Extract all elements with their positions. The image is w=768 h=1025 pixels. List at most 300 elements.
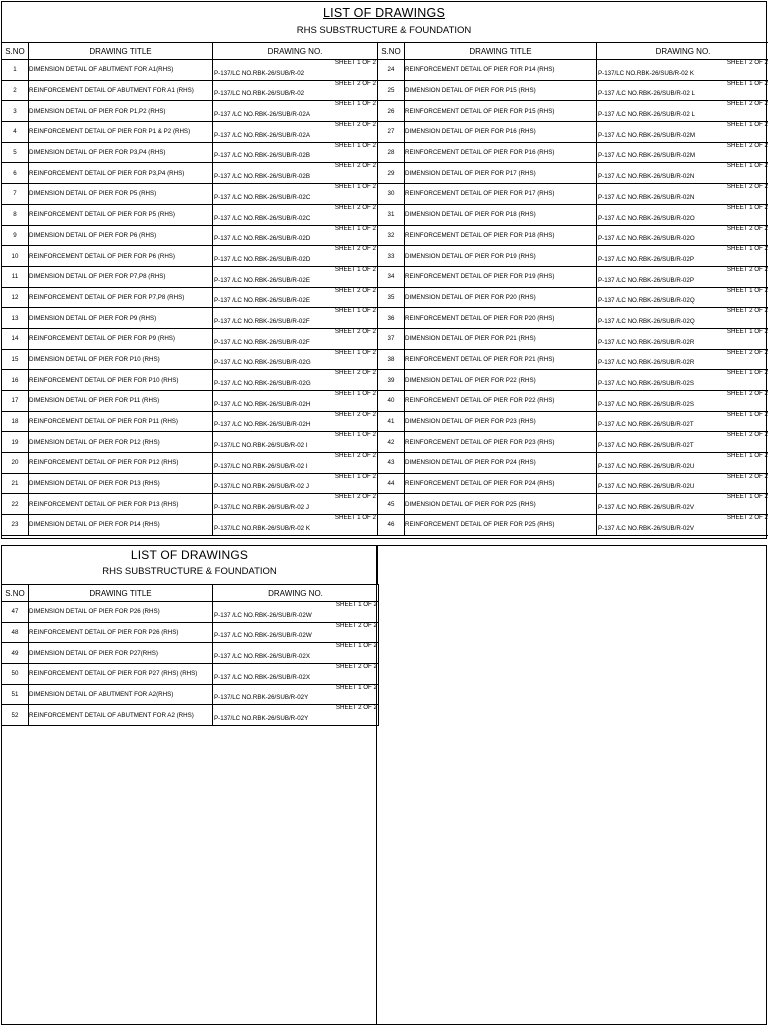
cell-drawing-number bbox=[213, 370, 378, 391]
cell-sno: 39 bbox=[378, 370, 405, 391]
sheet-tag: SHEET 2 OF 2 bbox=[335, 287, 376, 294]
cell-sno: 18 bbox=[2, 411, 29, 432]
cell-drawing-number bbox=[597, 515, 768, 536]
sheet-tag: SHEET 1 OF 2 bbox=[335, 225, 376, 232]
cell-sno: 24 bbox=[378, 60, 405, 81]
table-row bbox=[2, 643, 379, 664]
title-block bbox=[1, 545, 378, 585]
drawing-number: P-137 /LC NO.RBK-26/SUB/R-02O bbox=[598, 235, 695, 242]
cell-sno: 28 bbox=[378, 142, 405, 163]
cell-sno: 17 bbox=[2, 391, 29, 412]
sheet-tag: SHEET 1 OF 2 bbox=[335, 432, 376, 439]
cell-sno: 43 bbox=[378, 453, 405, 474]
drawing-number: P-137 /LC NO.RBK-26/SUB/R-02H bbox=[214, 401, 310, 408]
sheet-tag: SHEET 2 OF 2 bbox=[727, 349, 768, 356]
drawing-number: P-137 /LC NO.RBK-26/SUB/R-02G bbox=[214, 359, 311, 366]
cell-sno: 11 bbox=[2, 266, 29, 287]
sheet-tag: SHEET 1 OF 2 bbox=[727, 287, 768, 294]
sheet-tag: SHEET 2 OF 2 bbox=[727, 391, 768, 398]
table-row bbox=[2, 664, 379, 685]
drawing-number: P-137 /LC NO.RBK-26/SUB/R-02X bbox=[214, 674, 310, 681]
cell-drawing-title: REINFORCEMENT DETAIL OF PIER FOR P13 (RHS) bbox=[29, 494, 213, 515]
cell-sno: 6 bbox=[2, 163, 29, 184]
cell-drawing-number bbox=[213, 411, 378, 432]
cell-drawing-number bbox=[597, 411, 768, 432]
sheet-tag: SHEET 2 OF 2 bbox=[335, 80, 376, 87]
cell-sno: 14 bbox=[2, 328, 29, 349]
drawing-number: P-137 /LC NO.RBK-26/SUB/R-02 L bbox=[598, 90, 695, 97]
cell-drawing-number bbox=[213, 349, 378, 370]
cell-sno: 22 bbox=[2, 494, 29, 515]
drawing-number: P-137 /LC NO.RBK-26/SUB/R-02E bbox=[214, 297, 310, 304]
drawing-number: P-137 /LC NO.RBK-26/SUB/R-02W bbox=[214, 612, 312, 619]
cell-drawing-number bbox=[213, 60, 378, 81]
drawing-number: P-137 /LC NO.RBK-26/SUB/R-02X bbox=[214, 653, 310, 660]
cell-drawing-title: DIMENSION DETAIL OF PIER FOR P3,P4 (RHS) bbox=[29, 142, 213, 163]
cell-drawing-number bbox=[597, 163, 768, 184]
sheet-tag: SHEET 2 OF 2 bbox=[335, 163, 376, 170]
drawing-number: P-137 /LC NO.RBK-26/SUB/R-02P bbox=[598, 277, 694, 284]
cell-drawing-title: DIMENSION DETAIL OF PIER FOR P25 (RHS) bbox=[405, 494, 597, 515]
cell-drawing-number bbox=[597, 349, 768, 370]
drawing-number: P-137 /LC NO.RBK-26/SUB/R-02G bbox=[214, 380, 311, 387]
table-row bbox=[2, 266, 768, 287]
cell-drawing-number bbox=[213, 684, 379, 705]
cell-drawing-title: DIMENSION DETAIL OF PIER FOR P15 (RHS) bbox=[405, 80, 597, 101]
cell-drawing-title: REINFORCEMENT DETAIL OF ABUTMENT FOR A1 (RHS) bbox=[29, 80, 213, 101]
col-header-sno: S.NO bbox=[2, 585, 29, 602]
cell-drawing-title: DIMENSION DETAIL OF PIER FOR P10 (RHS) bbox=[29, 349, 213, 370]
cell-drawing-title: DIMENSION DETAIL OF PIER FOR P14 (RHS) bbox=[29, 515, 213, 536]
cell-drawing-title: DIMENSION DETAIL OF PIER FOR P11 (RHS) bbox=[29, 391, 213, 412]
cell-drawing-title: DIMENSION DETAIL OF PIER FOR P17 (RHS) bbox=[405, 163, 597, 184]
table-row bbox=[2, 515, 768, 536]
table-row bbox=[2, 349, 768, 370]
drawing-table-main bbox=[1, 42, 768, 536]
cell-sno: 29 bbox=[378, 163, 405, 184]
table-row bbox=[2, 122, 768, 143]
cell-drawing-title: DIMENSION DETAIL OF PIER FOR P26 (RHS) bbox=[29, 602, 213, 623]
cell-sno: 7 bbox=[2, 184, 29, 205]
page-title: LIST OF DRAWINGS bbox=[131, 548, 248, 562]
cell-drawing-number bbox=[597, 266, 768, 287]
cell-drawing-title: REINFORCEMENT DETAIL OF PIER FOR P16 (RHS) bbox=[405, 142, 597, 163]
cell-drawing-title: DIMENSION DETAIL OF PIER FOR P21 (RHS) bbox=[405, 328, 597, 349]
cell-drawing-title: REINFORCEMENT DETAIL OF PIER FOR P7,P8 (RHS) bbox=[29, 287, 213, 308]
sheet-tag: SHEET 2 OF 2 bbox=[335, 453, 376, 460]
table-row bbox=[2, 60, 768, 81]
cell-drawing-number bbox=[213, 308, 378, 329]
cell-sno: 33 bbox=[378, 246, 405, 267]
drawing-number: P-137 /LC NO.RBK-26/SUB/R-02N bbox=[598, 173, 694, 180]
cell-drawing-title: DIMENSION DETAIL OF PIER FOR P1,P2 (RHS) bbox=[29, 101, 213, 122]
col-header-number: DRAWING NO. bbox=[213, 585, 379, 602]
table-row bbox=[2, 184, 768, 205]
cell-drawing-number bbox=[213, 184, 378, 205]
cell-drawing-title: REINFORCEMENT DETAIL OF PIER FOR P15 (RHS) bbox=[405, 101, 597, 122]
sheet-tag: SHEET 2 OF 2 bbox=[335, 411, 376, 418]
cell-sno: 45 bbox=[378, 494, 405, 515]
sheet-tag: SHEET 2 OF 2 bbox=[336, 705, 377, 712]
sheet-tag: SHEET 1 OF 2 bbox=[335, 266, 376, 273]
drawing-number: P-137 /LC NO.RBK-26/SUB/R-02T bbox=[598, 442, 694, 449]
cell-drawing-title: REINFORCEMENT DETAIL OF PIER FOR P1 & P2 (RHS) bbox=[29, 122, 213, 143]
cell-drawing-number bbox=[597, 60, 768, 81]
cell-sno: 48 bbox=[2, 622, 29, 643]
sheet-tag: SHEET 2 OF 2 bbox=[727, 184, 768, 191]
cell-drawing-title: DIMENSION DETAIL OF PIER FOR P6 (RHS) bbox=[29, 225, 213, 246]
cell-drawing-title: DIMENSION DETAIL OF PIER FOR P5 (RHS) bbox=[29, 184, 213, 205]
sheet-tag: SHEET 1 OF 2 bbox=[335, 349, 376, 356]
cell-drawing-title: DIMENSION DETAIL OF PIER FOR P16 (RHS) bbox=[405, 122, 597, 143]
cell-drawing-title: REINFORCEMENT DETAIL OF PIER FOR P9 (RHS) bbox=[29, 328, 213, 349]
sheet-tag: SHEET 1 OF 2 bbox=[727, 204, 768, 211]
cell-drawing-title: DIMENSION DETAIL OF PIER FOR P23 (RHS) bbox=[405, 411, 597, 432]
cell-drawing-title: REINFORCEMENT DETAIL OF PIER FOR P21 (RHS) bbox=[405, 349, 597, 370]
cell-drawing-title: REINFORCEMENT DETAIL OF PIER FOR P22 (RHS) bbox=[405, 391, 597, 412]
cell-drawing-number bbox=[597, 370, 768, 391]
drawing-number: P-137 /LC NO.RBK-26/SUB/R-02C bbox=[214, 215, 310, 222]
cell-drawing-title: REINFORCEMENT DETAIL OF PIER FOR P5 (RHS) bbox=[29, 204, 213, 225]
drawing-number: P-137 /LC NO.RBK-26/SUB/R-02S bbox=[598, 380, 694, 387]
cell-drawing-title: DIMENSION DETAIL OF PIER FOR P18 (RHS) bbox=[405, 204, 597, 225]
cell-drawing-number bbox=[213, 246, 378, 267]
table-row bbox=[2, 432, 768, 453]
drawing-number: P-137 /LC NO.RBK-26/SUB/R-02A bbox=[214, 111, 310, 118]
sheet-tag: SHEET 1 OF 2 bbox=[335, 515, 376, 522]
table-row bbox=[2, 622, 379, 643]
sheet-tag: SHEET 2 OF 2 bbox=[727, 308, 768, 315]
drawing-number: P-137 /LC NO.RBK-26/SUB/R-02F bbox=[214, 318, 310, 325]
sheet-tag: SHEET 2 OF 2 bbox=[335, 328, 376, 335]
drawing-number: P-137 /LC NO.RBK-26/SUB/R-02B bbox=[214, 173, 310, 180]
sheet-tag: SHEET 1 OF 2 bbox=[336, 643, 377, 650]
cell-drawing-number bbox=[213, 122, 378, 143]
cell-drawing-number bbox=[213, 643, 379, 664]
drawing-number: P-137/LC NO.RBK-26/SUB/R-02Y bbox=[214, 694, 308, 701]
cell-drawing-title: DIMENSION DETAIL OF PIER FOR P24 (RHS) bbox=[405, 453, 597, 474]
drawing-number: P-137 /LC NO.RBK-26/SUB/R-02F bbox=[214, 339, 310, 346]
cell-sno: 40 bbox=[378, 391, 405, 412]
drawing-number: P-137 /LC NO.RBK-26/SUB/R-02E bbox=[214, 277, 310, 284]
drawing-number: P-137 /LC NO.RBK-26/SUB/R-02D bbox=[214, 256, 310, 263]
cell-drawing-number bbox=[213, 142, 378, 163]
cell-sno: 20 bbox=[2, 453, 29, 474]
cell-drawing-number bbox=[597, 287, 768, 308]
cell-sno: 51 bbox=[2, 684, 29, 705]
table-row bbox=[2, 705, 379, 726]
cell-drawing-number bbox=[597, 101, 768, 122]
drawing-number: P-137 /LC NO.RBK-26/SUB/R-02R bbox=[598, 339, 694, 346]
table-row bbox=[2, 163, 768, 184]
drawing-number: P-137 /LC NO.RBK-26/SUB/R-02Q bbox=[598, 318, 695, 325]
cell-sno: 37 bbox=[378, 328, 405, 349]
cell-sno: 49 bbox=[2, 643, 29, 664]
cell-sno: 10 bbox=[2, 246, 29, 267]
cell-drawing-number bbox=[597, 473, 768, 494]
cell-sno: 42 bbox=[378, 432, 405, 453]
cell-drawing-title: REINFORCEMENT DETAIL OF PIER FOR P20 (RHS) bbox=[405, 308, 597, 329]
cell-drawing-title: DIMENSION DETAIL OF ABUTMENT FOR A1(RHS) bbox=[29, 60, 213, 81]
sheet-tag: SHEET 1 OF 2 bbox=[727, 453, 768, 460]
cell-drawing-title: REINFORCEMENT DETAIL OF PIER FOR P10 (RHS) bbox=[29, 370, 213, 391]
cell-sno: 26 bbox=[378, 101, 405, 122]
cell-drawing-number bbox=[213, 163, 378, 184]
drawing-number: P-137 /LC NO.RBK-26/SUB/R-02O bbox=[598, 215, 695, 222]
drawing-list-sheet-1 bbox=[1, 1, 767, 539]
sheet-tag: SHEET 1 OF 2 bbox=[727, 122, 768, 129]
cell-drawing-title: REINFORCEMENT DETAIL OF PIER FOR P27 (RHS) (RHS) bbox=[29, 664, 213, 685]
table-row bbox=[2, 142, 768, 163]
col-header-number: DRAWING NO. bbox=[597, 43, 768, 60]
drawing-number: P-137 /LC NO.RBK-26/SUB/R-02M bbox=[598, 132, 695, 139]
drawing-number: P-137 /LC NO.RBK-26/SUB/R-02R bbox=[598, 359, 694, 366]
drawing-table-continued bbox=[1, 584, 379, 726]
sheet-tag: SHEET 1 OF 2 bbox=[727, 163, 768, 170]
cell-sno: 13 bbox=[2, 308, 29, 329]
cell-drawing-number bbox=[597, 328, 768, 349]
table-row bbox=[2, 473, 768, 494]
cell-drawing-title: DIMENSION DETAIL OF PIER FOR P7,P8 (RHS) bbox=[29, 266, 213, 287]
sheet-tag: SHEET 2 OF 2 bbox=[727, 101, 768, 108]
cell-drawing-title: REINFORCEMENT DETAIL OF PIER FOR P19 (RHS) bbox=[405, 266, 597, 287]
cell-drawing-number bbox=[213, 473, 378, 494]
drawing-number: P-137/LC NO.RBK-26/SUB/R-02 bbox=[214, 70, 304, 77]
table-row bbox=[2, 225, 768, 246]
page-subtitle: RHS SUBSTRUCTURE & FOUNDATION bbox=[2, 566, 377, 577]
sheet-tag: SHEET 1 OF 2 bbox=[727, 80, 768, 87]
cell-sno: 15 bbox=[2, 349, 29, 370]
cell-sno: 44 bbox=[378, 473, 405, 494]
title-block bbox=[2, 2, 766, 43]
cell-drawing-title: REINFORCEMENT DETAIL OF PIER FOR P26 (RHS) bbox=[29, 622, 213, 643]
cell-drawing-number bbox=[213, 266, 378, 287]
drawing-number: P-137 /LC NO.RBK-26/SUB/R-02N bbox=[598, 194, 694, 201]
table-row bbox=[2, 246, 768, 267]
drawing-number: P-137 /LC NO.RBK-26/SUB/R-02A bbox=[214, 132, 310, 139]
drawing-number: P-137/LC NO.RBK-26/SUB/R-02 J bbox=[214, 483, 309, 490]
cell-sno: 4 bbox=[2, 122, 29, 143]
cell-sno: 47 bbox=[2, 602, 29, 623]
cell-sno: 41 bbox=[378, 411, 405, 432]
cell-drawing-title: DIMENSION DETAIL OF PIER FOR P22 (RHS) bbox=[405, 370, 597, 391]
sheet-tag: SHEET 2 OF 2 bbox=[727, 432, 768, 439]
cell-sno: 9 bbox=[2, 225, 29, 246]
sheet-tag: SHEET 2 OF 2 bbox=[335, 246, 376, 253]
cell-sno: 32 bbox=[378, 225, 405, 246]
sheet-tag: SHEET 1 OF 2 bbox=[335, 101, 376, 108]
cell-drawing-number bbox=[597, 391, 768, 412]
col-header-sno: S.NO bbox=[2, 43, 29, 60]
drawing-number: P-137 /LC NO.RBK-26/SUB/R-02B bbox=[214, 152, 310, 159]
sheet-tag: SHEET 2 OF 2 bbox=[727, 60, 768, 67]
sheet-tag: SHEET 2 OF 2 bbox=[727, 142, 768, 149]
drawing-number: P-137 /LC NO.RBK-26/SUB/R-02T bbox=[598, 421, 694, 428]
sheet-tag: SHEET 2 OF 2 bbox=[727, 473, 768, 480]
table-row bbox=[2, 80, 768, 101]
drawing-number: P-137 /LC NO.RBK-26/SUB/R-02V bbox=[598, 504, 694, 511]
col-header-title: DRAWING TITLE bbox=[29, 585, 213, 602]
table-row bbox=[2, 411, 768, 432]
cell-sno: 1 bbox=[2, 60, 29, 81]
cell-sno: 23 bbox=[2, 515, 29, 536]
cell-drawing-number bbox=[213, 664, 379, 685]
cell-drawing-title: DIMENSION DETAIL OF PIER FOR P9 (RHS) bbox=[29, 308, 213, 329]
cell-sno: 35 bbox=[378, 287, 405, 308]
cell-sno: 31 bbox=[378, 204, 405, 225]
drawing-number: P-137/LC NO.RBK-26/SUB/R-02 K bbox=[214, 525, 310, 532]
sheet-tag: SHEET 1 OF 2 bbox=[335, 142, 376, 149]
sheet-tag: SHEET 1 OF 2 bbox=[336, 602, 377, 609]
cell-drawing-number bbox=[213, 391, 378, 412]
cell-drawing-title: DIMENSION DETAIL OF PIER FOR P20 (RHS) bbox=[405, 287, 597, 308]
table-row bbox=[2, 602, 379, 623]
cell-drawing-number bbox=[597, 80, 768, 101]
cell-drawing-title: REINFORCEMENT DETAIL OF PIER FOR P6 (RHS) bbox=[29, 246, 213, 267]
drawing-number: P-137 /LC NO.RBK-26/SUB/R-02V bbox=[598, 525, 694, 532]
sheet-tag: SHEET 2 OF 2 bbox=[727, 266, 768, 273]
cell-drawing-number bbox=[597, 494, 768, 515]
sheet-tag: SHEET 2 OF 2 bbox=[727, 225, 768, 232]
cell-drawing-number bbox=[213, 432, 378, 453]
cell-sno: 36 bbox=[378, 308, 405, 329]
cell-drawing-title: REINFORCEMENT DETAIL OF PIER FOR P25 (RHS) bbox=[405, 515, 597, 536]
cell-drawing-number bbox=[213, 705, 379, 726]
cell-sno: 50 bbox=[2, 664, 29, 685]
drawing-number: P-137 /LC NO.RBK-26/SUB/R-02P bbox=[598, 256, 694, 263]
cell-sno: 27 bbox=[378, 122, 405, 143]
cell-drawing-number bbox=[597, 122, 768, 143]
cell-drawing-number bbox=[213, 101, 378, 122]
table-header-row bbox=[2, 43, 768, 60]
cell-drawing-number bbox=[597, 225, 768, 246]
table-row bbox=[2, 370, 768, 391]
cell-drawing-title: REINFORCEMENT DETAIL OF PIER FOR P18 (RHS) bbox=[405, 225, 597, 246]
cell-drawing-number bbox=[213, 515, 378, 536]
cell-sno: 25 bbox=[378, 80, 405, 101]
cell-sno: 8 bbox=[2, 204, 29, 225]
cell-drawing-title: REINFORCEMENT DETAIL OF PIER FOR P17 (RHS) bbox=[405, 184, 597, 205]
table-row bbox=[2, 453, 768, 474]
cell-drawing-title: DIMENSION DETAIL OF PIER FOR P12 (RHS) bbox=[29, 432, 213, 453]
cell-sno: 16 bbox=[2, 370, 29, 391]
cell-drawing-title: REINFORCEMENT DETAIL OF ABUTMENT FOR A2 (RHS) bbox=[29, 705, 213, 726]
sheet-tag: SHEET 1 OF 2 bbox=[335, 391, 376, 398]
cell-drawing-number bbox=[597, 432, 768, 453]
cell-sno: 30 bbox=[378, 184, 405, 205]
cell-drawing-number bbox=[597, 453, 768, 474]
cell-sno: 19 bbox=[2, 432, 29, 453]
cell-drawing-number bbox=[597, 246, 768, 267]
cell-sno: 52 bbox=[2, 705, 29, 726]
cell-drawing-number bbox=[597, 184, 768, 205]
cell-drawing-title: REINFORCEMENT DETAIL OF PIER FOR P14 (RHS) bbox=[405, 60, 597, 81]
sheet-tag: SHEET 2 OF 2 bbox=[336, 664, 377, 671]
table-header-row bbox=[2, 585, 379, 602]
cell-drawing-number bbox=[213, 80, 378, 101]
sheet-tag: SHEET 1 OF 2 bbox=[335, 60, 376, 67]
cell-drawing-title: REINFORCEMENT DETAIL OF PIER FOR P11 (RHS) bbox=[29, 411, 213, 432]
sheet-tag: SHEET 2 OF 2 bbox=[336, 622, 377, 629]
drawing-number: P-137/LC NO.RBK-26/SUB/R-02 I bbox=[214, 463, 308, 470]
table-row bbox=[2, 684, 379, 705]
cell-sno: 2 bbox=[2, 80, 29, 101]
cell-drawing-title: DIMENSION DETAIL OF ABUTMENT FOR A2(RHS) bbox=[29, 684, 213, 705]
sheet-tag: SHEET 1 OF 2 bbox=[727, 328, 768, 335]
page-subtitle: RHS SUBSTRUCTURE & FOUNDATION bbox=[2, 25, 766, 36]
table-row bbox=[2, 308, 768, 329]
drawing-number: P-137/LC NO.RBK-26/SUB/R-02Y bbox=[214, 715, 308, 722]
drawing-number: P-137 /LC NO.RBK-26/SUB/R-02D bbox=[214, 235, 310, 242]
cell-drawing-number bbox=[213, 602, 379, 623]
cell-drawing-number bbox=[597, 308, 768, 329]
cell-drawing-title: REINFORCEMENT DETAIL OF PIER FOR P12 (RHS) bbox=[29, 453, 213, 474]
cell-drawing-title: DIMENSION DETAIL OF PIER FOR P19 (RHS) bbox=[405, 246, 597, 267]
sheet-tag: SHEET 2 OF 2 bbox=[335, 370, 376, 377]
sheet-tag: SHEET 1 OF 2 bbox=[727, 370, 768, 377]
drawing-number: P-137 /LC NO.RBK-26/SUB/R-02U bbox=[598, 463, 694, 470]
cell-drawing-title: REINFORCEMENT DETAIL OF PIER FOR P24 (RHS) bbox=[405, 473, 597, 494]
table-row bbox=[2, 328, 768, 349]
drawing-number: P-137 /LC NO.RBK-26/SUB/R-02M bbox=[598, 152, 695, 159]
sheet-tag: SHEET 2 OF 2 bbox=[727, 515, 768, 522]
table-row bbox=[2, 204, 768, 225]
cell-sno: 38 bbox=[378, 349, 405, 370]
drawing-number: P-137/LC NO.RBK-26/SUB/R-02 K bbox=[598, 70, 694, 77]
cell-drawing-title: REINFORCEMENT DETAIL OF PIER FOR P23 (RHS) bbox=[405, 432, 597, 453]
sheet-tag: SHEET 2 OF 2 bbox=[335, 122, 376, 129]
cell-drawing-number bbox=[213, 204, 378, 225]
sheet-tag: SHEET 2 OF 2 bbox=[335, 494, 376, 501]
table-row bbox=[2, 101, 768, 122]
cell-drawing-number bbox=[213, 622, 379, 643]
page-title: LIST OF DRAWINGS bbox=[323, 6, 445, 20]
sheet-tag: SHEET 1 OF 2 bbox=[336, 684, 377, 691]
sheet-tag: SHEET 1 OF 2 bbox=[335, 308, 376, 315]
sheet-tag: SHEET 1 OF 2 bbox=[335, 473, 376, 480]
cell-drawing-number bbox=[597, 142, 768, 163]
sheet-tag: SHEET 1 OF 2 bbox=[727, 411, 768, 418]
drawing-number: P-137 /LC NO.RBK-26/SUB/R-02Q bbox=[598, 297, 695, 304]
col-header-title: DRAWING TITLE bbox=[29, 43, 213, 60]
drawing-number: P-137 /LC NO.RBK-26/SUB/R-02W bbox=[214, 632, 312, 639]
cell-drawing-title: DIMENSION DETAIL OF PIER FOR P27(RHS) bbox=[29, 643, 213, 664]
drawing-number: P-137 /LC NO.RBK-26/SUB/R-02U bbox=[598, 483, 694, 490]
cell-sno: 46 bbox=[378, 515, 405, 536]
cell-drawing-number bbox=[213, 225, 378, 246]
col-header-number: DRAWING NO. bbox=[213, 43, 378, 60]
col-header-sno: S.NO bbox=[378, 43, 405, 60]
drawing-list-sheet-2 bbox=[1, 545, 767, 1025]
drawing-number: P-137 /LC NO.RBK-26/SUB/R-02 L bbox=[598, 111, 695, 118]
cell-sno: 3 bbox=[2, 101, 29, 122]
table-row bbox=[2, 494, 768, 515]
cell-drawing-number bbox=[213, 453, 378, 474]
cell-sno: 21 bbox=[2, 473, 29, 494]
sheet-tag: SHEET 1 OF 2 bbox=[727, 494, 768, 501]
drawing-number: P-137/LC NO.RBK-26/SUB/R-02 J bbox=[214, 504, 309, 511]
drawing-number: P-137/LC NO.RBK-26/SUB/R-02 I bbox=[214, 442, 308, 449]
cell-drawing-title: REINFORCEMENT DETAIL OF PIER FOR P3,P4 (RHS) bbox=[29, 163, 213, 184]
cell-drawing-title: DIMENSION DETAIL OF PIER FOR P13 (RHS) bbox=[29, 473, 213, 494]
sheet-tag: SHEET 1 OF 2 bbox=[727, 246, 768, 253]
cell-sno: 5 bbox=[2, 142, 29, 163]
drawing-number: P-137 /LC NO.RBK-26/SUB/R-02S bbox=[598, 401, 694, 408]
cell-sno: 12 bbox=[2, 287, 29, 308]
sheet-tag: SHEET 1 OF 2 bbox=[335, 184, 376, 191]
drawing-number: P-137 /LC NO.RBK-26/SUB/R-02H bbox=[214, 421, 310, 428]
cell-drawing-number bbox=[213, 494, 378, 515]
